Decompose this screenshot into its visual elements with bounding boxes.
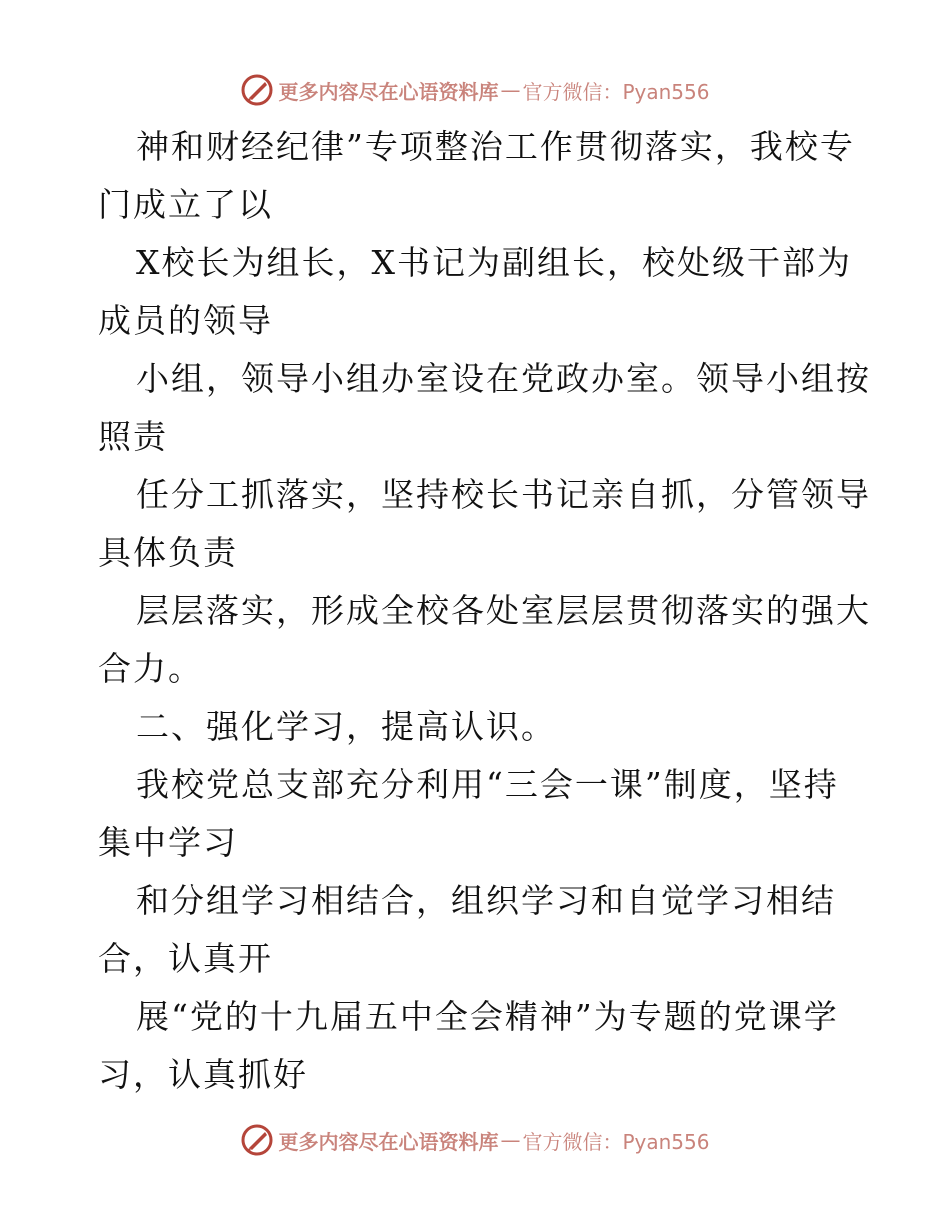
banner-separator: — [500, 1128, 521, 1152]
body-line: 成员的领导 [98, 301, 273, 340]
body-line: X校长为组长，X书记为副组长，校处级干部为 [136, 243, 852, 282]
banner-wechat: 官方微信：Pyan556 [522, 79, 710, 104]
body-line: 神和财经纪律”专项整治工作贯彻落实，我校专 [136, 127, 855, 166]
banner-text: 更多内容尽在心语资料库 [278, 79, 499, 104]
body-line: 习，认真抓好 [98, 1055, 308, 1094]
banner-wechat: 官方微信：Pyan556 [522, 1129, 710, 1154]
banner-separator: — [500, 78, 521, 102]
body-line: 展“党的十九届五中全会精神”为专题的党课学 [136, 997, 839, 1036]
body-line: 层层落实，形成全校各处室层层贯彻落实的强大 [136, 591, 871, 630]
body-line: 和分组学习相结合，组织学习和自觉学习相结 [136, 881, 836, 920]
quill-logo-icon [240, 1123, 274, 1157]
body-line: 具体负责 [98, 533, 238, 572]
body-line: 合，认真开 [98, 939, 273, 978]
body-line: 小组，领导小组办室设在党政办室。领导小组按 [136, 359, 871, 398]
body-line: 我校党总支部充分利用“三会一课”制度，坚持 [136, 765, 839, 804]
banner-text: 更多内容尽在心语资料库 [278, 1129, 499, 1154]
quill-logo-icon [240, 73, 274, 107]
header-banner [0, 70, 950, 110]
body-line: 门成立了以 [98, 185, 273, 224]
body-line: 任分工抓落实，坚持校长书记亲自抓，分管领导 [136, 475, 871, 514]
document-body [98, 118, 871, 1104]
section-heading: 二、强化学习，提高认识。 [136, 707, 556, 746]
body-line: 集中学习 [98, 823, 238, 862]
footer-banner [0, 1120, 950, 1160]
body-line: 合力。 [98, 649, 203, 688]
body-line: 照责 [98, 417, 168, 456]
